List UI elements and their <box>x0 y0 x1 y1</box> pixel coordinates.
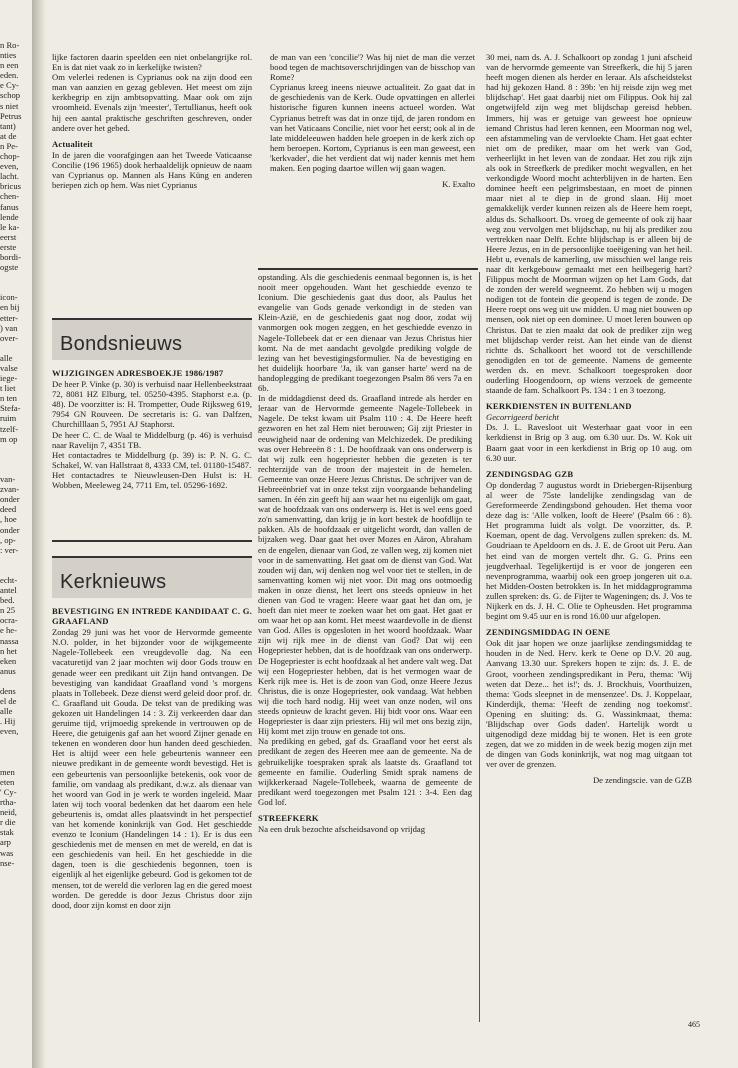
bevestiging-heading: BEVESTIGING EN INTREDE KANDIDAAT C. G. GRAAFLAND <box>52 606 252 627</box>
bondsnieuws-title: Bondsnieuws <box>60 333 183 355</box>
bevestiging-text: Zondag 29 juni was het voor de Hervormde gemeente N.O. polder, in het bijzonder voor de wijkgemeente Nagele-Tollebeek een vreugdevolle dag. Na een vacaturetijd van 2 jaar mochten wij door Gods trouw en genade weer een predikant uit Zijn hand ontvangen. De bevestiging van kandidaat Graafland vond 's morgens plaats in Tollebeek. Deze dienst werd geleid door prof. dr. C. Graafland uit Gouda. De tekst van de prediking was gekozen uit Handelingen 14 : 3. Zij verkeerden daar dan geruime tijd, vrijmoedig sprekende in vertrouwen op de Heere, die getuigenis gaf aan het woord Zijner genade en tekenen en wonderen door hun handen deed geschieden. Het is altijd weer een hele gebeurtenis wanneer een nieuwe predikant in de gemeente wordt bevestigd. Het is een gebeurtenis van persoonlijke betekenis, ook voor de familie, om vandaag als predikant, d.w.z. als dienaar van het woord van God in je werk te worden ingeleid. Maar laten wij toch vooral bedenken dat het daarom een hele gebeurtenis is, omdat alles plaatsvindt in het perspectief van het komende koninkrijk van God. Het geschiedde evenzo te Iconium (Handelingen 14 : 1). Er is dus een geschiedenis met de mensen en met de wereld, en dat is een geschiedenis van heil. En het geschiedde in die dagen, toen is die geschiedenis begonnen, toen is eigenlijk al het eigenlijke gebeurd. God is gekomen tot de mensen, tot de wereld die verloren lag en die gered moest worden. De geredde is door Jezus Christus door zijn dood, door zijn komst en door zijn <box>52 627 252 910</box>
bondsnieuws-banner <box>52 318 252 360</box>
column-2-top <box>270 52 475 267</box>
bevestiging-continued: opstanding. Als die geschiedenis eenmaal begonnen is, is het nooit meer opgehouden. Want het geschiedde evenzo te Iconium. Die geschiedenis gaat dus door, als Paulus het evangelie van Gods genade verkondigt in de steden van Klein-Azië, en de geschiedenis gaat nog door, zodat wij vanmorgen ook mogen zeggen, en het geschiedde evenzo in Nagele-Tollebeek dat er een dienaar van Jezus Christus hier komt. Na de met aandacht gevolgde prediking volgde de lezing van het bevestigingsformulier. Na de bevestiging en het duidelijk hoorbare 'Ja, ik van ganser harte' werd na de handoplegging de predikant toegezongen Psalm 86 vers 7a en 6b. In de middagdienst deed ds. Graafland intrede als herder en leraar van de Hervormde gemeente Nagele-Tollebeek in Nagele. De tekst kwam uit Psalm 110 : 4. De Heere heeft gezworen en het zal Hem niet berouwen; Gij zijt Priester in eeuwigheid naar de ordening van Melchizedek. De prediking was over Hebreeën 8 : 1. De hoofdzaak van ons onderwerp is dat wij zulk een hogepriester hebben die gezeten is ter rechterzijde van de troon der majesteit in de hemelen. Gemeente van onze Heere Jezus Christus. De schrijver van de Hebreeënbrief vat in onze tekst zijn voorgaande behandeling samen. In één zin geeft hij aan waar het nu eigenlijk om gaat, wat de hoofdzaak van ons onderwerp is. Het is wel eens goed zo'n samenvatting, dan krijg je in kort bestek de hoofdlijn te pakken. Als de hoofdzaak er uitgelicht wordt, dan vallen de bijzaken weg. Daar gaat het over Mozes en Aäron, Abraham en de engelen, dienaar van God, ze vallen weg, zij komen niet voor in de samenvatting. Het gaat om de dienst van God. Wat zouden wij dan, wij denken nog wel voor tiet te stellen, in de samenvatting komen wij niet voor. Dit mag ons ootmoedig maken in onze dienst, het leert ons steeds opnieuw in het dienen van God te vragen: Heere waar gaat het dan om, je hoeft dan niet meer te zoeken waar het om gaat. Het gaat er om waar het op aan komt. Het meest waardevolle in de dienst van God. Alles is opgesloten in het woord hoofdzaak. Waar zijn wij rijk mee in de dienst van God? Dat wij een Hogepriester hebben, dat is de hoofdzaak van ons onderwerp. De Hogepriester is echt hoofdzaak al het andere valt weg. Dat wij een Hogepriester hebben, dat is het vermogen waar de Kerk rijk mee is. Het is de zoon van God, onze Heere Jezus Christus, die is onze Hogepriester, ook vandaag. Wat hebben wij die toch hard nodig. Hij weet van onze noden, wil ons steeds opnieuw de kracht geven. Hij bidt voor ons. Waar een Hogepriester is daar zijn priesters. Hij wil met ons bezig zijn, Hij komt met zijn trouw en genade tot ons. Na prediking en gebed, gaf ds. Graafland voor het eerst als predikant de zegen des Heeren mee aan de gemeente. Na de gebruikelijke toespraken sprak als laatste ds. Graafland tot gemeente en familie. Ouderling Smidt sprak namens de wijkkerkeraad Nagele-Tollebeek, waarna de gemeente de predikant werd toegezongen met Psalm 121 : 3-4. Een dag God lof. <box>258 272 472 807</box>
column-separator <box>479 272 480 1022</box>
buitenland-heading: KERKDIENSTEN IN BUITENLAND <box>486 401 632 412</box>
page-number: 465 <box>688 1020 700 1029</box>
streefkerk-heading: STREEFKERK <box>258 812 319 823</box>
cyprianus-article-part-2: de man van een 'concilie'? Was hij niet de man die verzet bood tegen de machtsoverschrijdingen van de bisschop van Rome? Cyprianus kreeg ineens nieuwe actualiteit. Zo gaat dat in de geschiedenis van de Kerk. Oude opvattingen en allerlei historische figuren kunnen ineens actueel worden. Wat Cyprianus betreft was dat in onze tijd, de jaren rondom en van het Vaticaans Concilie, niet voor het eerst; ook al in de late middeleeuwen hadden hele groepen in de kerk zich op hem beroepen. Kortom, Cyprianus is een man geweest, een 'kerkvader', die het verdient dat wij nader kennis met hem maken. Een poging daartoe willen wij gaan wagen. <box>270 52 475 174</box>
zendingsdag-text: Op donderdag 7 augustus wordt in Driebergen-Rijsenburg al weer de 75ste landelijke zendingsdag van de Gereformeerde Zendingsbond gehouden. Het thema voor deze dag is: 'Alle volken, looft de Heere' (Psalm 66 : 8). Het programma luidt als volgt. De voorzitter, ds. P. Koeman, opent de dag. Vervolgens zullen spreken: ds. M. Goudriaan te Apeldoorn en ds. J. E. de Groot uit Peru. Aan het eind van de morgen vertelt dhr. G. G. Prins een jeugdverhaal. Tegelijkertijd is er voor de jongeren een nevenprogramma, waarbij ook een groep jongeren uit o.a. het Midden-Oosten betrokken is. In het middagprogramma zullen spreken: ds. G. de Fijter te Wageningen; ds. J. Vos te Nijkerk en ds. J. H. C. Olie te Opheusden. Het programma begint om 9.45 uur en is rond 16.00 uur afgelopen. <box>486 479 692 622</box>
section-divider <box>52 540 252 542</box>
streefkerk-text-continued: 30 mei, nam ds. A. J. Schalkoort op zondag 1 juni afscheid van de hervormde gemeente van Streefkerk, die hij 5 jaren heeft mogen dienen als herder en leraar. Als afscheidstekst had hij gekozen Hand. 8 : 39b: 'en hij reisde zijn weg met blijdschap'. Het gaat daarbij niet om Filippus. Ook hij zal ongetwijfeld zijn weg met blijdschap gereisd hebben. Immers, hij was er getuige van geweest hoe opnieuw iemand Christus had leren kennen, een Moorman nog wel, een afstammeling van de vervloekte Cham. Het gaat echter niet om de prediker, maar om het werk van God, verheerlijkt in het leven van de zondaar. Het zou rijk zijn als ook in Streefkerk de prediker mocht wegvallen, en het verkondigde Woord mocht achterblijven in de harten. Een dominee heeft een pelgrimsbestaan, en moet de pinnen maar niet al te diep in de grond slaan. Hij moet gemakkelijk verder kunnen reizen als de Heere hem roept, aldus ds. Schalkoort. Ds. vroeg de gemeente of ook zij haar weg zou vervolgen met blijdschap, nu hij als prediker zou vertrekken naar Delft. Echte blijdschap is er alleen bij de Heere Jezus, en in de persoonlijke toeëigening van het heil. Hebt u, evenals de kamerling, uw misschien wel lange reis naar dit kerkgebouw gemaakt met een heilbegerig hart? Filippus mocht de Moorman wijzen op het Lam Gods, dat de zonden der wereld wegneemt. Zo hebben wij u mogen nodigen tot de fontein die geopend is tegen de zonde. De Heere roept ons weg uit uw midden. U mag niet bouwen op mensen, ook niet op een dominee. U moet leren bouwen op Christus. Dat te zien maakt dat ook de prediker zijn weg met blijdschap verder reist. Aan het einde van de dienst richtte ds. Schalkoort het woord tot de verschillende genodigden en tot de gemeente. Namens de gemeente werden ds. en mevr. Schalkoort toegesproken door ouderling Hoogendoorn, op wiens verzoek de gemeente staande de fam. Schalkoort Ps. 134 : 1 en 3 toezong. <box>486 52 692 396</box>
bondsnieuws-section <box>52 364 252 536</box>
wijzigingen-text: De heer P. Vinke (p. 30) is verhuisd naar Hellenbeekstraat 72, 8081 HZ Elburg, tel. 05250-4395. Staphorst e.a. (p. 48). De voorzitter is: H. Trompetter, Oude Rijksweg 619, 7954 GN Rouveen. De secretaris is: G. van Dalfzen, Churchilllaan 5, 7951 AJ Staphorst. De heer C. C. de Waal te Middelburg (p. 46) is verhuisd naar Ravelijn 7, 4351 TB. Het contactadres te Middelburg (p. 39) is: P. N. G. C. Schakel, W. van Hallstraat 8, 4333 CM, tel. 01180-15487. Het contactadres te Nieuwleusen-Den Hulst is: H. Wobben, Meeleweg 24, 7711 Em, tel. 05296-1692. <box>52 379 252 491</box>
kerknieuws-title: Kerknieuws <box>60 571 167 593</box>
kerknieuws-banner <box>52 556 252 598</box>
column-3 <box>486 52 692 1016</box>
buitenland-text: Ds. J. L. Ravesloot uit Westerhaar gaat voor in een kerkdienst in Brig op 3 aug. om 6.30 uur. Ds. W. Kok uit Baarn gaat voor in een kerkdienst in Brig op 10 aug. om 6.30 uur. <box>486 422 692 463</box>
wijzigingen-heading: WIJZIGINGEN ADRESBOEKJE 1986/1987 <box>52 368 224 378</box>
actualiteit-heading: Actualiteit <box>52 138 93 149</box>
kerknieuws-column-1 <box>52 602 252 1028</box>
article-end-rule <box>258 268 478 270</box>
column-1-top <box>52 52 252 257</box>
previous-page-column-edge: n Ro- nties n een eden. e Cy- schop s niet Petrus tant) at de n Pe- chop- even, lacht. bricus chen- fanus lende le ka- eerst erste bordi- ogste icon- en bij etter- ) van over- alle valse iege- t liet n ten Stefa- ruim tzelf- m op van- zvan- onder deed , hoe onder , op- : ver- echt- antel bed. n 25 ocra- e he- nassa n het eken anus dens el de alle . Hij even, men eten ' Cy- rtha- neid, r die stak arp was nse- <box>0 40 22 868</box>
binding-gutter <box>32 0 46 1068</box>
buitenland-subheading: Gecorrigeerd bericht <box>486 412 559 423</box>
zendingsmiddag-heading: ZENDINGSMIDDAG IN OENE <box>486 627 611 638</box>
zendingsmiddag-text: Ook dit jaar hopen we onze jaarlijkse zendingsmiddag te houden in de Ned. Herv. kerk te Oene op D.V. 20 aug. Aanvang 13.30 uur. Sprekers hopen te zijn: ds. J. E. de Groot, voorheen zendingspredikant in Peru, thema: 'Wij weten dat Deze... het is!'; ds. J. Brockhuis, Voorthuizen, thema: 'Gods sleepnet in de mensenzee'. Ds. J. Koppelaar, Kinderdijk, thema: 'Heeft de zending nog toekomst'. Opening en sluiting: ds. G. Wassinkmaat, thema: 'Blijdschap over Gods daden'. Hartelijk wordt u uitgenodigd deze middag bij te wonen. Het is een grote zegen, dat we zo midden in de week bezig mogen zijn met de dingen van Gods koninkrijk, wat nog mag uitgaan tot ver over de grenzen. <box>486 638 692 770</box>
actualiteit-text: In de jaren die voorafgingen aan het Tweede Vaticaanse Concilie (196 1965) dook herhaaldelijk opnieuw de naam van Cyprianus op. Mannen als Hans Küng en anderen beriepen zich op hem. Was niet Cyprianus <box>52 149 252 191</box>
zendingsdag-heading: ZENDINGSDAG GZB <box>486 468 574 479</box>
streefkerk-text-start: Na een druk bezochte afscheidsavond op vrijdag <box>258 824 426 835</box>
cyprianus-article-part-1: lijke factoren daarin speelden een niet onbelangrijke rol. En is dat niet vaak zo in kerkelijke twisten? Om velerlei redenen is Cyprianus ook na zijn dood een man van aanzien en gezag gebleven. Het meest om zijn kerkbegrip en zijn ambtsopvatting. Maar ook om zijn vroomheid. Evenals zijn 'meester', Tertullianus, heeft ook hij een aantal praktische geschriften geschreven, onder andere over het gebed. <box>52 52 252 133</box>
column-2-bottom <box>258 272 472 1028</box>
author-signature: K. Exalto <box>442 179 475 190</box>
zendingscie-signoff: De zendingscie. van de GZB <box>592 775 692 786</box>
